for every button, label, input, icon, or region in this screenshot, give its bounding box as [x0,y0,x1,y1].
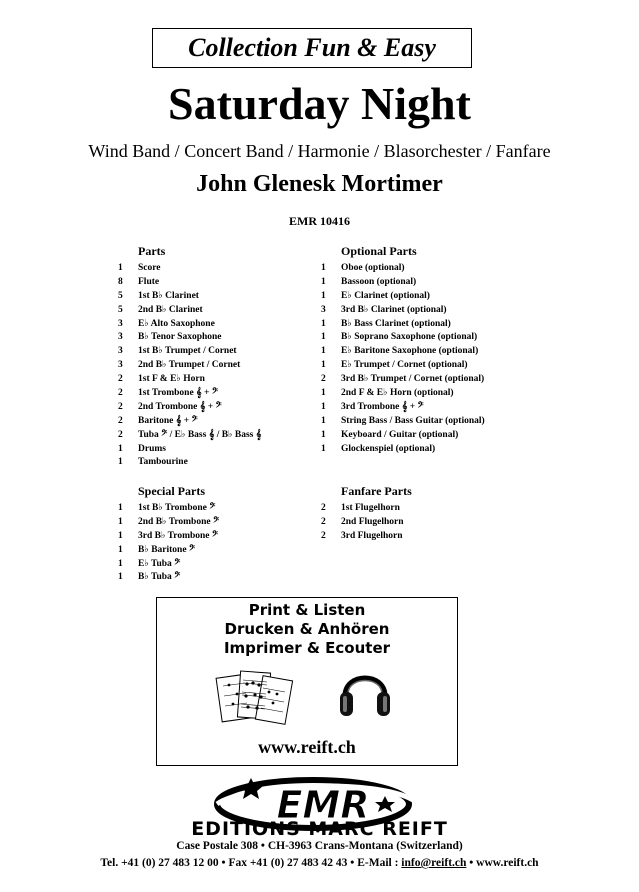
promo-line-french: Imprimer & Ecouter [223,639,391,657]
part-quantity: 1 [321,332,326,343]
part-name: Score [138,263,161,273]
special-parts-heading: Special Parts [138,484,205,498]
promo-line-english: Print & Listen [248,601,366,619]
part-quantity: 1 [321,429,326,440]
ensemble-subtitle: Wind Band / Concert Band / Harmonie / Blasorchester / Fanfare [88,141,551,161]
part-name: E♭ Clarinet (optional) [341,290,430,301]
part-quantity: 1 [321,318,326,329]
part-name: B♭ Baritone 𝄢 [138,544,196,555]
part-name: B♭ Tenor Saxophone [138,332,222,343]
part-name: 2nd B♭ Trombone 𝄢 [138,516,220,527]
postal-address: Case Postale 308 • CH-3963 Crans-Montana (Switzerland) [176,840,463,852]
part-name: 3rd B♭ Trumpet / Cornet (optional) [341,374,485,385]
part-quantity: 1 [118,503,123,513]
part-name: E♭ Trumpet / Cornet (optional) [341,360,468,371]
part-quantity: 3 [118,346,123,357]
part-name: E♭ Alto Saxophone [138,318,215,329]
contact-website: • www.reift.ch [466,857,539,869]
part-quantity: 2 [118,429,123,440]
part-name: Drums [138,443,166,454]
part-name: 3rd Trombone 𝄞 + 𝄢 [341,401,424,412]
part-quantity: 5 [118,304,123,315]
part-name: B♭ Soprano Saxophone (optional) [341,332,478,343]
part-name: 2nd Flugelhorn [341,516,404,527]
part-name: Glockenspiel (optional) [341,443,436,454]
part-name: 1st B♭ Clarinet [138,290,199,301]
part-name: E♭ Tuba 𝄢 [138,558,181,569]
part-name: 1st Flugelhorn [341,503,400,513]
part-quantity: 8 [118,276,123,287]
part-quantity: 2 [321,374,326,385]
part-quantity: 5 [118,290,123,301]
composer-name: John Glenesk Mortimer [196,171,443,197]
part-quantity: 1 [321,388,326,399]
part-name: Flute [138,276,160,287]
logo-letters: EMR [276,783,370,827]
part-quantity: 1 [118,530,123,541]
part-quantity: 2 [118,415,123,426]
part-quantity: 3 [118,332,123,343]
part-quantity: 1 [118,443,123,454]
part-quantity: 1 [118,457,123,468]
part-name: Tambourine [138,457,188,468]
part-name: 1st B♭ Trombone 𝄢 [138,503,216,513]
part-quantity: 1 [321,263,326,273]
part-quantity: 1 [321,346,326,357]
part-name: B♭ Tuba 𝄢 [138,572,181,583]
part-quantity: 1 [118,558,123,569]
part-name: 3rd B♭ Trombone 𝄢 [138,530,219,541]
part-quantity: 2 [118,388,123,399]
sheet-music-icon [215,668,295,728]
fanfare-parts-heading: Fanfare Parts [341,484,412,498]
headphones-icon [337,660,393,724]
part-quantity: 1 [118,263,123,273]
parts-heading: Parts [138,244,166,258]
part-name: Keyboard / Guitar (optional) [341,429,459,440]
part-quantity: 1 [321,290,326,301]
website-link[interactable]: www.reift.ch [258,737,356,757]
publisher-name: EDITIONS MARC REIFT [191,818,448,840]
part-name: Tuba 𝄢 / E♭ Bass 𝄞 / B♭ Bass 𝄞 [138,429,262,440]
part-quantity: 1 [118,544,123,555]
part-name: 3rd B♭ Clarinet (optional) [341,304,447,315]
part-quantity: 2 [321,516,326,527]
part-name: 2nd F & E♭ Horn (optional) [341,388,454,399]
part-name: 1st Trombone 𝄞 + 𝄢 [138,388,218,399]
part-name: String Bass / Bass Guitar (optional) [341,415,485,426]
part-name: Baritone 𝄞 + 𝄢 [138,415,198,426]
part-name: Bassoon (optional) [341,276,417,287]
part-quantity: 1 [321,401,326,412]
part-name: 2nd B♭ Clarinet [138,304,203,315]
part-quantity: 2 [118,401,123,412]
part-quantity: 3 [118,318,123,329]
piece-title: Saturday Night [168,78,471,129]
promo-line-german: Drucken & Anhören [224,620,390,638]
part-name: 2nd B♭ Trumpet / Cornet [138,360,241,371]
part-name: 2nd Trombone 𝄞 + 𝄢 [138,401,222,412]
part-name: E♭ Baritone Saxophone (optional) [341,346,479,357]
part-quantity: 1 [321,443,326,454]
series-title: Collection Fun & Easy [152,28,472,68]
print-listen-box [156,597,458,766]
part-name: Oboe (optional) [341,263,405,273]
part-quantity: 1 [118,516,123,527]
part-name: 1st B♭ Trumpet / Cornet [138,346,237,357]
part-quantity: 1 [321,276,326,287]
email-link[interactable]: info@reift.ch [401,857,467,869]
contact-line [0,856,639,870]
part-name: B♭ Bass Clarinet (optional) [341,318,451,329]
part-quantity: 2 [321,530,326,541]
part-quantity: 1 [321,415,326,426]
part-name: 1st F & E♭ Horn [138,374,205,385]
catalog-number: EMR 10416 [289,214,350,228]
optional-parts-heading: Optional Parts [341,244,417,258]
part-quantity: 2 [118,374,123,385]
part-quantity: 1 [321,360,326,371]
part-quantity: 3 [118,360,123,371]
part-quantity: 1 [118,572,123,583]
part-quantity: 3 [321,304,326,315]
contact-phone-fax: Tel. +41 (0) 27 483 12 00 • Fax +41 (0) 27 483 42 43 • E-Mail : [100,857,402,869]
part-quantity: 2 [321,503,326,513]
part-name: 3rd Flugelhorn [341,530,403,541]
